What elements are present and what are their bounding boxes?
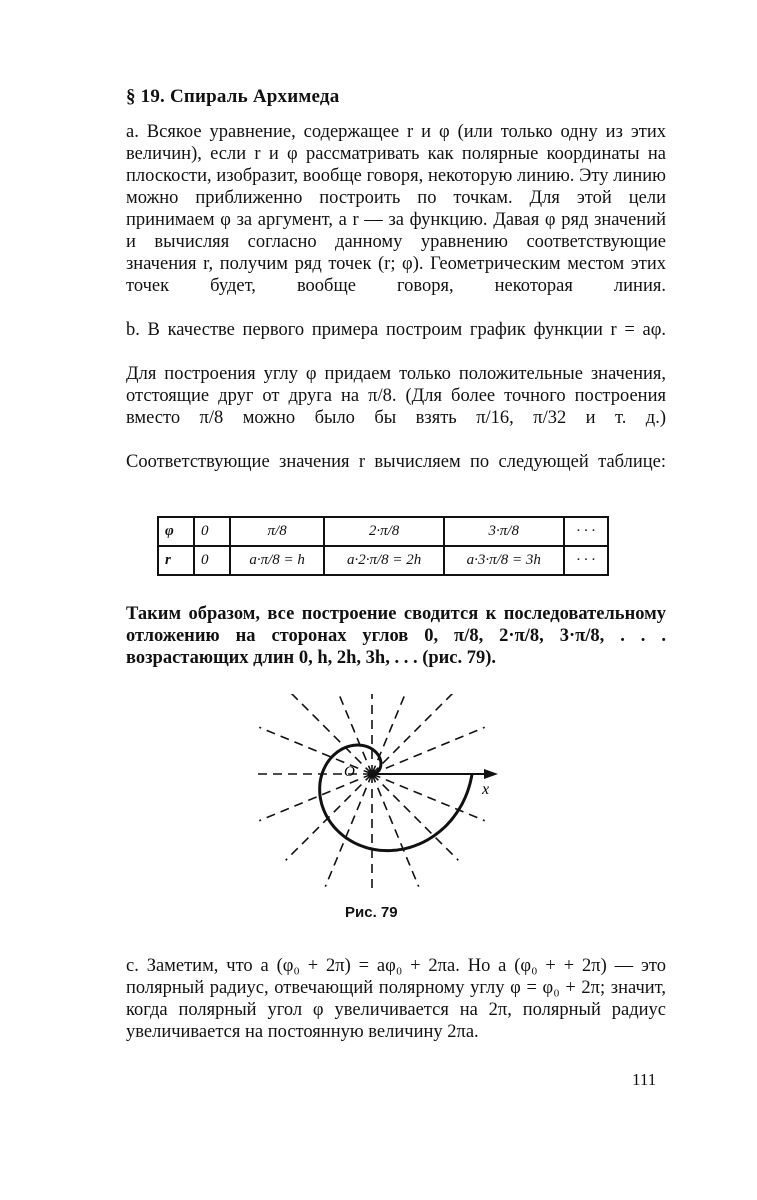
dashed-ray xyxy=(372,774,485,821)
dashed-ray xyxy=(372,727,485,774)
table-cell: 0 xyxy=(194,546,230,575)
table-cell: 3·π/8 xyxy=(444,517,564,546)
table-cell: 2·π/8 xyxy=(324,517,444,546)
paragraph-b-angles: Для построения углу φ придаем только положительные значения, отстоящие друг от друга на π/8. (Для более точного построения вместо π/8 можно было бы взять π/16, π/32 и т. д.) xyxy=(126,364,666,428)
section-heading: § 19. Спираль Архимеда xyxy=(126,86,340,107)
table-row-phi xyxy=(158,517,608,546)
dashed-ray xyxy=(325,774,372,887)
table-cell: π/8 xyxy=(230,517,324,546)
values-table xyxy=(157,516,609,576)
paragraph-a: а. Всякое уравнение, содержащее r и φ (или только одну из этих величин), если r и φ рассматривать как полярные координаты на плоскости, изобразит, вообще говоря, некоторую линию. Эту линию можно приближенно построить по точкам. Для этой цели принимаем φ за аргумент, а r — за функцию. Давая φ ряд значений и вычисляя согласно данному уравнению соответствующие значения r, получим ряд точек (r; φ). Геометрическим местом этих точек будет, вообще говоря, некоторая линия. xyxy=(126,122,666,296)
table-cell: r xyxy=(158,546,194,575)
dashed-rays xyxy=(258,694,485,894)
dashed-ray xyxy=(372,694,458,774)
dashed-ray xyxy=(259,774,372,821)
spiral-figure xyxy=(258,694,508,894)
dashed-ray xyxy=(325,694,372,774)
table-cell: φ xyxy=(158,517,194,546)
axis-label: x xyxy=(482,781,490,798)
table-cell: · · · xyxy=(564,546,608,575)
dashed-ray xyxy=(259,727,372,774)
origin-point xyxy=(368,770,376,778)
paragraph-construction: Таким образом, все построение сводится к последовательному отложению на сторонах углов 0, π/8, 2·π/8, 3·π/8, . . . возрастающих длин 0, h, 2h, 3h, . . . (рис. 79). xyxy=(126,604,666,668)
paragraph-c: с. Заметим, что a (φ₀ + 2π) = aφ₀ + 2πa. Но a (φ₀ + + 2π) — это полярный радиус, отвечающий полярному углу φ = φ₀ + 2π; значит, когда полярный угол φ увеличивается на 2π, полярный радиус увеличивается на постоянную величину 2πa. xyxy=(126,956,666,1042)
dashed-ray xyxy=(372,774,458,860)
paragraph-b: b. В качестве первого примера построим график функции r = aφ. xyxy=(126,320,666,340)
table-cell: a·2·π/8 = 2h xyxy=(324,546,444,575)
dashed-ray xyxy=(372,774,419,887)
figure-caption: Рис. 79 xyxy=(345,904,398,921)
axis-arrowhead xyxy=(484,769,498,779)
paragraph-b-table-intro: Соответствующие значения r вычисляем по следующей таблице: xyxy=(126,452,666,472)
table-row-r xyxy=(158,546,608,575)
dashed-ray xyxy=(372,694,419,774)
table-cell: 0 xyxy=(194,517,230,546)
table-cell: a·π/8 = h xyxy=(230,546,324,575)
table-cell: a·3·π/8 = 3h xyxy=(444,546,564,575)
origin-label: O xyxy=(344,764,355,780)
page-number: 111 xyxy=(632,1070,657,1089)
table-cell: · · · xyxy=(564,517,608,546)
